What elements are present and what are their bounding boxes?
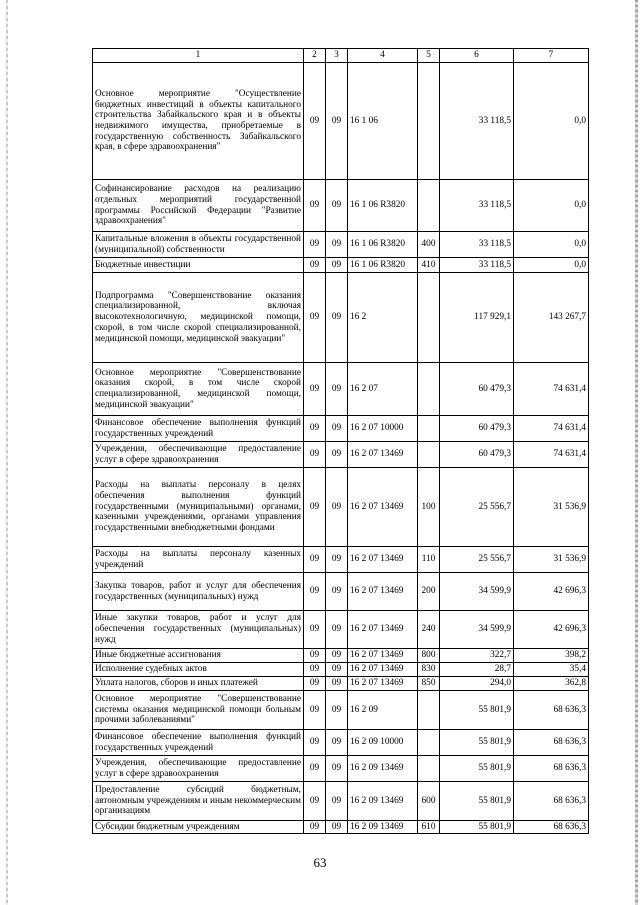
table-row (93, 180, 589, 232)
table-row (93, 258, 589, 273)
row-name: Расходы на выплаты персоналу в целях обеспечения выполнения функций государственными (муниципальными) органами, казенными учреждениями, органами управления государственными внебюджетными фондами (93, 468, 304, 547)
row-expense-type: 830 (418, 663, 440, 677)
row-expense-type: 240 (418, 611, 440, 649)
row-name: Основное мероприятие "Совершенствование оказания скорой, в том числе скорой специализированной, медицинской помощи, медицинской эвакуации" (93, 363, 304, 416)
row-section: 09 (304, 821, 326, 834)
row-expense-type: 400 (418, 232, 440, 258)
row-subsection: 09 (326, 416, 348, 442)
row-subsection: 09 (326, 273, 348, 363)
row-target-article: 16 2 07 13469 (348, 649, 418, 663)
row-section: 09 (304, 611, 326, 649)
row-expense-type (418, 63, 440, 180)
table-row (93, 649, 589, 663)
row-target-article: 16 1 06 R3820 (348, 258, 418, 273)
row-section: 09 (304, 258, 326, 273)
row-name: Иные бюджетные ассигнования (93, 649, 304, 663)
table-row (93, 363, 589, 416)
row-amount-year-2: 0,0 (514, 258, 589, 273)
row-section: 09 (304, 63, 326, 180)
row-target-article: 16 2 07 10000 (348, 416, 418, 442)
row-amount-year-1: 25 556,7 (440, 468, 514, 547)
column-header-2: 2 (304, 49, 326, 63)
scan-edge-right (635, 0, 638, 905)
row-name: Расходы на выплаты персоналу казенных учреждений (93, 547, 304, 573)
column-header-6: 6 (440, 49, 514, 63)
row-name: Закупка товаров, работ и услуг для обеспечения государственных (муниципальных) нужд (93, 573, 304, 611)
row-section: 09 (304, 416, 326, 442)
row-name: Финансовое обеспечение выполнения функций государственных учреждений (93, 730, 304, 756)
row-subsection: 09 (326, 611, 348, 649)
row-subsection: 09 (326, 180, 348, 232)
table-row (93, 691, 589, 730)
row-amount-year-1: 322,7 (440, 649, 514, 663)
row-amount-year-1: 25 556,7 (440, 547, 514, 573)
row-amount-year-1: 60 479,3 (440, 416, 514, 442)
table-row (93, 547, 589, 573)
row-section: 09 (304, 649, 326, 663)
row-amount-year-2: 42 696,3 (514, 573, 589, 611)
row-subsection: 09 (326, 677, 348, 691)
row-amount-year-1: 55 801,9 (440, 730, 514, 756)
row-section: 09 (304, 232, 326, 258)
scan-edge-left (6, 0, 8, 905)
row-target-article: 16 2 09 10000 (348, 730, 418, 756)
row-amount-year-2: 35,4 (514, 663, 589, 677)
row-name: Капитальные вложения в объекты государственной (муниципальной) собственности (93, 232, 304, 258)
row-expense-type (418, 180, 440, 232)
row-name: Софинансирование расходов на реализацию отдельных мероприятий государственной программы Российской Федерации "Развитие здравоохранения" (93, 180, 304, 232)
row-amount-year-2: 143 267,7 (514, 273, 589, 363)
row-subsection: 09 (326, 573, 348, 611)
row-subsection: 09 (326, 258, 348, 273)
row-target-article: 16 1 06 R3820 (348, 180, 418, 232)
row-section: 09 (304, 782, 326, 821)
row-expense-type (418, 691, 440, 730)
row-target-article: 16 1 06 R3820 (348, 232, 418, 258)
page-number: 63 (313, 855, 327, 870)
column-header-4: 4 (348, 49, 418, 63)
column-header-1: 1 (93, 49, 304, 63)
row-amount-year-1: 60 479,3 (440, 442, 514, 468)
table-row (93, 821, 589, 834)
row-amount-year-1: 55 801,9 (440, 691, 514, 730)
table-row (93, 756, 589, 782)
row-amount-year-1: 34 599,9 (440, 611, 514, 649)
table-row (93, 416, 589, 442)
table-row (93, 273, 589, 363)
table-row (93, 232, 589, 258)
row-expense-type: 100 (418, 468, 440, 547)
table-row (93, 442, 589, 468)
row-subsection: 09 (326, 756, 348, 782)
row-amount-year-2: 74 631,4 (514, 416, 589, 442)
row-section: 09 (304, 573, 326, 611)
row-target-article: 16 2 09 13469 (348, 782, 418, 821)
column-header-3: 3 (326, 49, 348, 63)
row-name: Предоставление субсидий бюджетным, автономным учреждениям и иным некоммерческим организациям (93, 782, 304, 821)
row-amount-year-2: 398,2 (514, 649, 589, 663)
row-expense-type (418, 756, 440, 782)
row-section: 09 (304, 677, 326, 691)
row-target-article: 16 2 07 13469 (348, 611, 418, 649)
row-amount-year-1: 33 118,5 (440, 63, 514, 180)
row-expense-type: 410 (418, 258, 440, 273)
row-amount-year-1: 28,7 (440, 663, 514, 677)
row-amount-year-2: 0,0 (514, 232, 589, 258)
row-section: 09 (304, 691, 326, 730)
row-section: 09 (304, 547, 326, 573)
row-name: Учреждения, обеспечивающие предоставление услуг в сфере здравоохранения (93, 756, 304, 782)
row-name: Основное мероприятие "Осуществление бюджетных инвестиций в объекты капитального строительства Забайкальского края и в объекты недвижимого имущества, приобретаемые в государственную собственность Забайкальского края, в сфере здравоохранения" (93, 63, 304, 180)
row-target-article: 16 2 (348, 273, 418, 363)
row-amount-year-2: 68 636,3 (514, 821, 589, 834)
row-subsection: 09 (326, 363, 348, 416)
row-target-article: 16 2 09 (348, 691, 418, 730)
table-row (93, 468, 589, 547)
row-section: 09 (304, 442, 326, 468)
table-row (93, 663, 589, 677)
row-amount-year-1: 55 801,9 (440, 821, 514, 834)
row-name: Исполнение судебных актов (93, 663, 304, 677)
row-amount-year-2: 31 536,9 (514, 468, 589, 547)
row-amount-year-2: 362,8 (514, 677, 589, 691)
row-name: Иные закупки товаров, работ и услуг для обеспечения государственных (муниципальных) нужд (93, 611, 304, 649)
row-expense-type (418, 730, 440, 756)
row-section: 09 (304, 468, 326, 547)
row-target-article: 16 2 09 13469 (348, 756, 418, 782)
row-amount-year-2: 74 631,4 (514, 363, 589, 416)
row-expense-type (418, 363, 440, 416)
row-subsection: 09 (326, 730, 348, 756)
row-subsection: 09 (326, 63, 348, 180)
row-subsection: 09 (326, 547, 348, 573)
row-name: Финансовое обеспечение выполнения функций государственных учреждений (93, 416, 304, 442)
row-name: Подпрограмма "Совершенствование оказания специализированной, включая высокотехнологичную, медицинской помощи, скорой, в том числе скорой специализированной, медицинской помощи, медицинской эвакуации" (93, 273, 304, 363)
row-amount-year-2: 68 636,3 (514, 730, 589, 756)
column-number-row (93, 49, 589, 63)
row-amount-year-2: 68 636,3 (514, 756, 589, 782)
row-amount-year-1: 117 929,1 (440, 273, 514, 363)
row-amount-year-2: 68 636,3 (514, 782, 589, 821)
row-name: Уплата налогов, сборов и иных платежей (93, 677, 304, 691)
row-amount-year-1: 55 801,9 (440, 782, 514, 821)
row-subsection: 09 (326, 782, 348, 821)
row-expense-type: 850 (418, 677, 440, 691)
row-subsection: 09 (326, 821, 348, 834)
row-section: 09 (304, 663, 326, 677)
row-amount-year-2: 68 636,3 (514, 691, 589, 730)
row-expense-type: 610 (418, 821, 440, 834)
table-row (93, 63, 589, 180)
row-amount-year-1: 33 118,5 (440, 258, 514, 273)
row-target-article: 16 2 07 13469 (348, 677, 418, 691)
row-section: 09 (304, 180, 326, 232)
row-subsection: 09 (326, 649, 348, 663)
row-expense-type: 200 (418, 573, 440, 611)
row-expense-type (418, 442, 440, 468)
row-subsection: 09 (326, 691, 348, 730)
row-name: Субсидии бюджетным учреждениям (93, 821, 304, 834)
row-amount-year-1: 33 118,5 (440, 180, 514, 232)
row-amount-year-1: 60 479,3 (440, 363, 514, 416)
row-section: 09 (304, 756, 326, 782)
table-row (93, 782, 589, 821)
row-name: Бюджетные инвестиции (93, 258, 304, 273)
row-section: 09 (304, 730, 326, 756)
table-row (93, 611, 589, 649)
row-section: 09 (304, 273, 326, 363)
row-name: Основное мероприятие "Совершенствование системы оказания медицинской помощи больным прочими заболеваниями" (93, 691, 304, 730)
row-target-article: 16 2 07 13469 (348, 547, 418, 573)
row-target-article: 16 2 09 13469 (348, 821, 418, 834)
row-amount-year-2: 31 536,9 (514, 547, 589, 573)
row-expense-type: 800 (418, 649, 440, 663)
row-name: Учреждения, обеспечивающие предоставление услуг в сфере здравоохранения (93, 442, 304, 468)
row-subsection: 09 (326, 442, 348, 468)
row-expense-type (418, 416, 440, 442)
row-target-article: 16 2 07 13469 (348, 573, 418, 611)
row-amount-year-2: 0,0 (514, 180, 589, 232)
row-expense-type (418, 273, 440, 363)
row-subsection: 09 (326, 663, 348, 677)
row-amount-year-1: 33 118,5 (440, 232, 514, 258)
row-target-article: 16 1 06 (348, 63, 418, 180)
row-amount-year-2: 74 631,4 (514, 442, 589, 468)
column-header-5: 5 (418, 49, 440, 63)
budget-table (92, 48, 589, 834)
row-expense-type: 110 (418, 547, 440, 573)
column-header-7: 7 (514, 49, 589, 63)
row-target-article: 16 2 07 (348, 363, 418, 416)
row-amount-year-1: 55 801,9 (440, 756, 514, 782)
row-target-article: 16 2 07 13469 (348, 663, 418, 677)
row-amount-year-2: 0,0 (514, 63, 589, 180)
row-target-article: 16 2 07 13469 (348, 442, 418, 468)
row-expense-type: 600 (418, 782, 440, 821)
row-subsection: 09 (326, 232, 348, 258)
table-row (93, 730, 589, 756)
table-body (93, 49, 589, 834)
row-subsection: 09 (326, 468, 348, 547)
row-amount-year-2: 42 696,3 (514, 611, 589, 649)
row-amount-year-1: 294,0 (440, 677, 514, 691)
row-target-article: 16 2 07 13469 (348, 468, 418, 547)
row-amount-year-1: 34 599,9 (440, 573, 514, 611)
row-section: 09 (304, 363, 326, 416)
table-row (93, 573, 589, 611)
table-row (93, 677, 589, 691)
